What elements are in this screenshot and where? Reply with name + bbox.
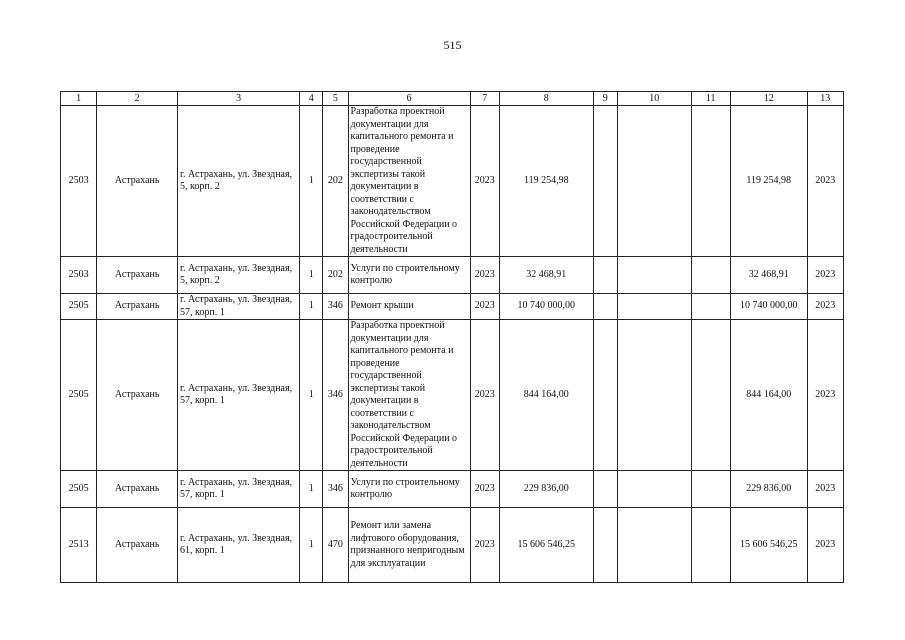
cell-col10 (617, 257, 691, 294)
table-row (61, 471, 844, 508)
cell-col11 (691, 294, 730, 320)
cell-col13: 2023 (807, 257, 843, 294)
cell-col10 (617, 294, 691, 320)
cell-col2: Астрахань (97, 257, 178, 294)
cell-col9 (593, 471, 617, 508)
cell-description: Услуги по строительному контролю (348, 257, 470, 294)
cell-col4: 1 (300, 257, 323, 294)
cell-address: г. Астрахань, ул. Звездная, 5, корп. 2 (178, 106, 300, 257)
cell-amount: 229 836,00 (499, 471, 593, 508)
cell-amount-total: 229 836,00 (730, 471, 807, 508)
cell-amount: 15 606 546,25 (499, 508, 593, 583)
cell-col5: 346 (323, 320, 348, 471)
cell-col5: 470 (323, 508, 348, 583)
column-header: 1 (61, 92, 97, 106)
cell-address: г. Астрахань, ул. Звездная, 57, корп. 1 (178, 471, 300, 508)
cell-col5: 346 (323, 471, 348, 508)
table-row (61, 257, 844, 294)
cell-col7: 2023 (470, 257, 499, 294)
column-header: 12 (730, 92, 807, 106)
cell-amount: 844 164,00 (499, 320, 593, 471)
cell-col5: 346 (323, 294, 348, 320)
cell-col1: 2505 (61, 294, 97, 320)
cell-col1: 2505 (61, 320, 97, 471)
cell-col7: 2023 (470, 294, 499, 320)
cell-col11 (691, 320, 730, 471)
cell-address: г. Астрахань, ул. Звездная, 5, корп. 2 (178, 257, 300, 294)
column-header: 2 (97, 92, 178, 106)
column-header: 4 (300, 92, 323, 106)
table-row (61, 294, 844, 320)
cell-col2: Астрахань (97, 320, 178, 471)
cell-col5: 202 (323, 257, 348, 294)
cell-col13: 2023 (807, 294, 843, 320)
cell-col13: 2023 (807, 508, 843, 583)
cell-col9 (593, 106, 617, 257)
cell-col11 (691, 257, 730, 294)
cell-col5: 202 (323, 106, 348, 257)
cell-col2: Астрахань (97, 471, 178, 508)
column-header: 7 (470, 92, 499, 106)
cell-address: г. Астрахань, ул. Звездная, 57, корп. 1 (178, 294, 300, 320)
cell-col10 (617, 471, 691, 508)
cell-amount: 10 740 000,00 (499, 294, 593, 320)
data-table (60, 91, 844, 583)
cell-col11 (691, 508, 730, 583)
table-body (61, 106, 844, 583)
cell-col4: 1 (300, 508, 323, 583)
cell-amount-total: 119 254,98 (730, 106, 807, 257)
cell-amount-total: 15 606 546,25 (730, 508, 807, 583)
cell-amount-total: 10 740 000,00 (730, 294, 807, 320)
column-header: 13 (807, 92, 843, 106)
column-header: 5 (323, 92, 348, 106)
column-header: 6 (348, 92, 470, 106)
column-header: 8 (499, 92, 593, 106)
cell-amount-total: 32 468,91 (730, 257, 807, 294)
page-number: 515 (443, 38, 462, 52)
cell-col1: 2503 (61, 106, 97, 257)
cell-col10 (617, 106, 691, 257)
cell-description: Разработка проектной документации для капитального ремонта и проведение государственной экспертизы такой документации в соответствии с законодательством Российской Федерации о градостроительной деятельности (348, 106, 470, 257)
cell-description: Услуги по строительному контролю (348, 471, 470, 508)
table-row (61, 106, 844, 257)
column-header: 10 (617, 92, 691, 106)
cell-col13: 2023 (807, 106, 843, 257)
cell-description: Разработка проектной документации для капитального ремонта и проведение государственной экспертизы такой документации в соответствии с законодательством Российской Федерации о градостроительной деятельности (348, 320, 470, 471)
cell-col7: 2023 (470, 106, 499, 257)
cell-col13: 2023 (807, 320, 843, 471)
cell-col11 (691, 471, 730, 508)
header-row (61, 92, 844, 106)
cell-col2: Астрахань (97, 508, 178, 583)
column-header: 3 (178, 92, 300, 106)
cell-col9 (593, 320, 617, 471)
cell-col2: Астрахань (97, 294, 178, 320)
cell-col9 (593, 508, 617, 583)
cell-col1: 2505 (61, 471, 97, 508)
cell-col13: 2023 (807, 471, 843, 508)
cell-col10 (617, 508, 691, 583)
table-row (61, 320, 844, 471)
cell-col4: 1 (300, 106, 323, 257)
cell-amount: 119 254,98 (499, 106, 593, 257)
cell-address: г. Астрахань, ул. Звездная, 57, корп. 1 (178, 320, 300, 471)
cell-description: Ремонт или замена лифтового оборудования, признанного непригодным для эксплуатации (348, 508, 470, 583)
table-row (61, 508, 844, 583)
cell-col4: 1 (300, 471, 323, 508)
cell-col10 (617, 320, 691, 471)
cell-col11 (691, 106, 730, 257)
cell-address: г. Астрахань, ул. Звездная, 61, корп. 1 (178, 508, 300, 583)
cell-col4: 1 (300, 294, 323, 320)
cell-col2: Астрахань (97, 106, 178, 257)
cell-col9 (593, 294, 617, 320)
cell-col7: 2023 (470, 471, 499, 508)
cell-col1: 2513 (61, 508, 97, 583)
column-header: 11 (691, 92, 730, 106)
column-header: 9 (593, 92, 617, 106)
cell-amount: 32 468,91 (499, 257, 593, 294)
cell-col1: 2503 (61, 257, 97, 294)
cell-amount-total: 844 164,00 (730, 320, 807, 471)
cell-col7: 2023 (470, 508, 499, 583)
cell-col9 (593, 257, 617, 294)
cell-col4: 1 (300, 320, 323, 471)
cell-description: Ремонт крыши (348, 294, 470, 320)
cell-col7: 2023 (470, 320, 499, 471)
